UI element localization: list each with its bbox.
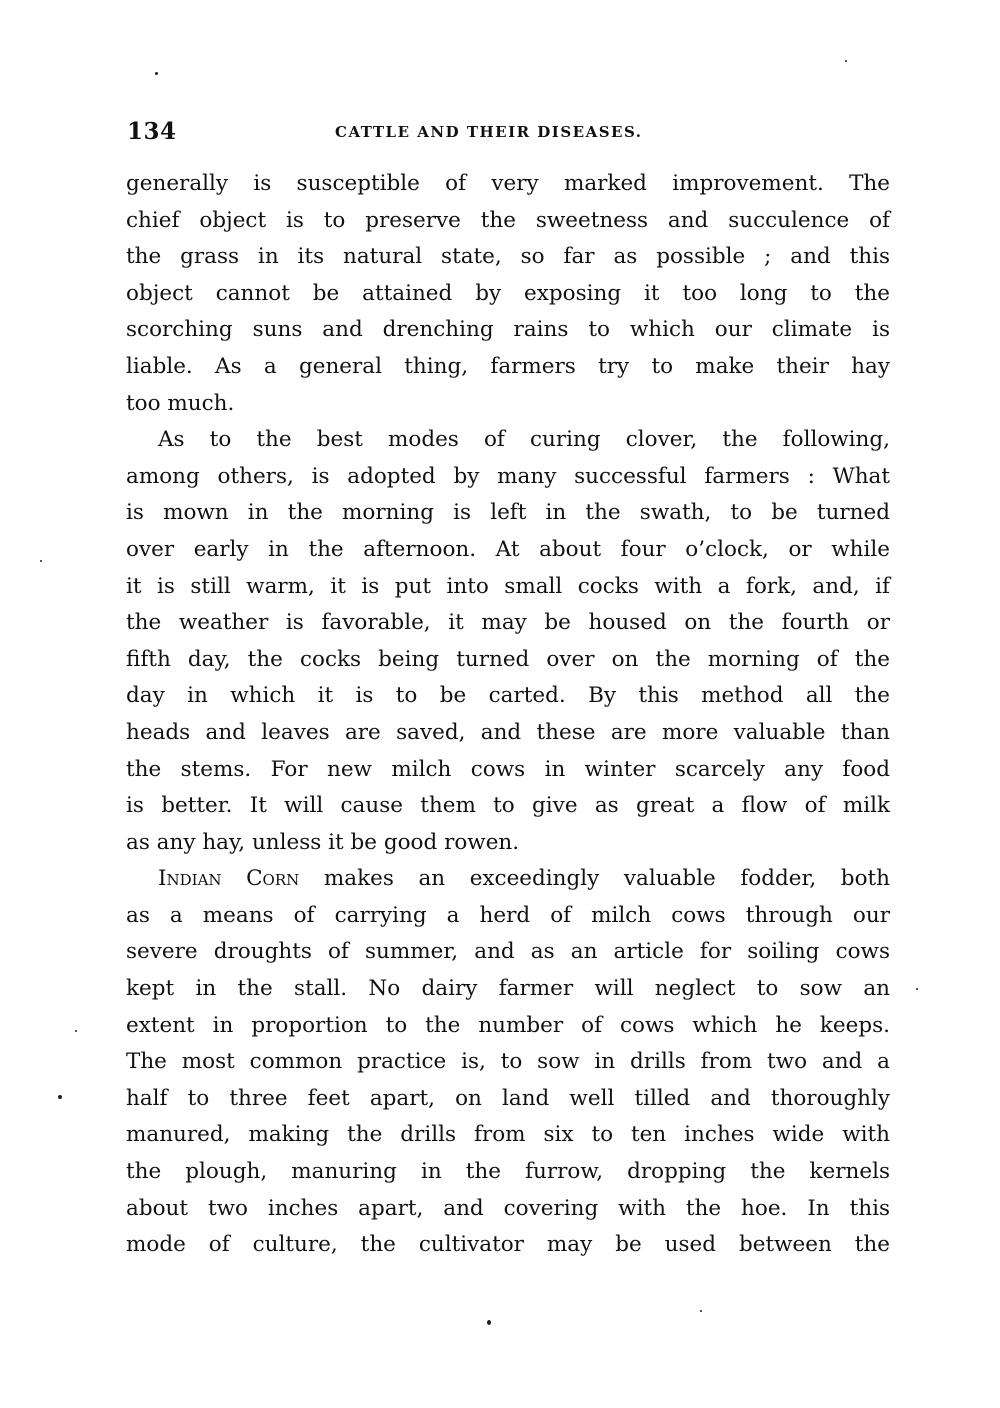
scan-speck	[75, 1030, 77, 1032]
page-number: 134	[127, 118, 177, 145]
text-line: as a means of carrying a herd of milch cows through our	[126, 902, 890, 928]
text-line: mode of culture, the cultivator may be used between the	[126, 1232, 890, 1258]
text-line: heads and leaves are saved, and these are more valuable than	[126, 719, 890, 745]
text-line: the grass in its natural state, so far as possible ; and this	[126, 244, 890, 270]
scan-speck	[845, 60, 847, 62]
text-line: half to three feet apart, on land well tilled and thoroughly	[126, 1085, 890, 1111]
text-line: day in which it is to be carted. By this method all the	[126, 683, 890, 709]
text-line: it is still warm, it is put into small cocks with a fork, and, if	[126, 573, 890, 599]
text-line: liable. As a general thing, farmers try to make their hay	[126, 353, 890, 379]
text-line	[126, 861, 890, 898]
running-head	[127, 118, 890, 152]
text-line: kept in the stall. No dairy farmer will neglect to sow an	[126, 976, 890, 1002]
text-line: as any hay, unless it be good rowen.	[126, 829, 520, 855]
text-line: is mown in the morning is left in the swath, to be turned	[126, 500, 890, 526]
text-line: extent in proportion to the number of cows which he keeps.	[126, 1012, 890, 1038]
text-line: the stems. For new milch cows in winter scarcely any food	[126, 756, 890, 782]
text-line: the plough, manuring in the furrow, dropping the kernels	[126, 1159, 890, 1185]
text-line: scorching suns and drenching rains to which our climate is	[126, 317, 890, 343]
text-line: fifth day, the cocks being turned over on the morning of the	[126, 646, 890, 672]
text-line: chief object is to preserve the sweetness and succulence of	[126, 207, 890, 233]
scan-speck	[916, 988, 918, 990]
text-line: over early in the afternoon. At about four o’clock, or while	[126, 536, 890, 562]
text-line: is better. It will cause them to give as great a flow of milk	[126, 793, 890, 819]
text-line: manured, making the drills from six to ten inches wide with	[126, 1122, 890, 1148]
text-line: among others, is adopted by many successful farmers : What	[126, 463, 890, 489]
scan-speck	[58, 1095, 62, 1099]
text-line: generally is susceptible of very marked improvement. The	[126, 171, 890, 196]
text-line: As to the best modes of curing clover, the following,	[158, 427, 890, 453]
lead-in-small-caps: Indian Corn	[158, 866, 300, 892]
lead-in-rest: makes an exceedingly valuable fodder, both	[323, 866, 891, 892]
text-line: object cannot be attained by exposing it too long to the	[126, 280, 890, 306]
scan-speck	[487, 1320, 491, 1325]
text-line: severe droughts of summer, and as an article for soiling cows	[126, 939, 890, 965]
scan-speck	[700, 1310, 702, 1312]
scan-speck	[40, 560, 42, 562]
running-title: CATTLE AND THEIR DISEASES.	[335, 123, 643, 141]
text-line: The most common practice is, to sow in drills from two and a	[126, 1049, 890, 1075]
text-line: too much.	[126, 390, 235, 416]
body-text	[126, 166, 890, 1264]
text-line: the weather is favorable, it may be housed on the fourth or	[126, 610, 890, 636]
scan-speck	[155, 72, 158, 75]
text-line: about two inches apart, and covering with the hoe. In this	[126, 1195, 890, 1221]
